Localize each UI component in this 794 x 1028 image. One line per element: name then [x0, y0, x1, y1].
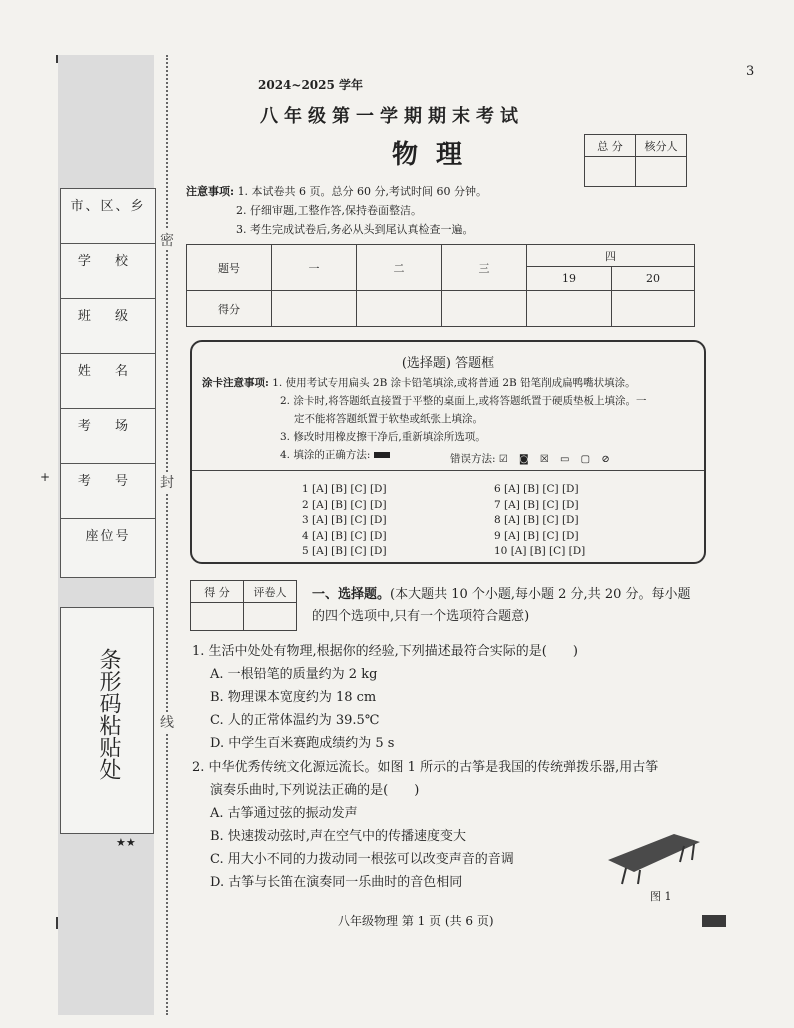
- header-section-1: 一: [272, 245, 357, 291]
- section-1-title: 一、选择题。: [312, 587, 391, 602]
- field-school[interactable]: 学 校: [61, 244, 155, 299]
- wrong-method-icons: ☑ ◙ ☒ ▭ ▢ ⊘: [498, 454, 614, 465]
- seal-line: [166, 55, 168, 1015]
- question-2-option-a[interactable]: A. 古筝通过弦的振动发声: [210, 806, 358, 821]
- score-cell[interactable]: [612, 291, 695, 327]
- question-1-option-a[interactable]: A. 一根铅笔的质量约为 2 kg: [210, 667, 378, 682]
- field-exam-number[interactable]: 考 号: [61, 464, 155, 519]
- options-col-right: [494, 482, 585, 560]
- card-note-2: 2. 涂卡时,将答题纸直接置于平整的桌面上,或将答题纸置于硬质垫板上填涂。一: [280, 395, 647, 407]
- grade-score-label: 得 分: [191, 581, 244, 603]
- school-year: 2024~2025 学年: [258, 78, 364, 92]
- page-number: 3: [746, 64, 755, 79]
- notice-block: [186, 182, 487, 239]
- section-1-desc: (本大题共 10 个小题,每小题 2 分,共 20 分。每小题的四个选项中,只有一个选项符合题意): [312, 587, 691, 624]
- guzheng-leg: [692, 844, 694, 860]
- wrong-methods-label: 错误方法:: [450, 453, 496, 465]
- header-q19: 19: [527, 267, 612, 291]
- bubble-row-10[interactable]: 10 [A] [B] [C] [D]: [494, 545, 586, 557]
- card-note-3: 3. 修改时用橡皮擦干净后,重新填涂所选项。: [280, 431, 486, 443]
- card-note-4: 4. 填涂的正确方法:: [280, 449, 371, 461]
- guzheng-figure: [604, 828, 704, 888]
- score-cell[interactable]: [272, 291, 357, 327]
- card-note-1: 1. 使用考试专用扁头 2B 涂卡铅笔填涂,或将普通 2B 铅笔削成扁鸭嘴状填涂。: [272, 377, 636, 389]
- bubble-row-1[interactable]: 1 [A] [B] [C] [D]: [302, 483, 387, 495]
- barcode-label: 条形码粘贴处: [96, 648, 121, 780]
- seal-char-xian: 线: [160, 712, 174, 732]
- header-section-4: 四: [527, 245, 695, 267]
- card-notes-label: 涂卡注意事项:: [202, 377, 269, 389]
- grade-score-cell[interactable]: [191, 603, 244, 631]
- figure-1-label: 图 1: [650, 890, 672, 903]
- question-2: [192, 756, 658, 894]
- bubble-row-6[interactable]: 6 [A] [B] [C] [D]: [494, 483, 579, 495]
- barcode-area: [60, 607, 154, 834]
- notice-item-3: 3. 考生完成试卷后,务必从头到尾认真检查一遍。: [236, 223, 474, 236]
- score-cell[interactable]: [357, 291, 442, 327]
- field-seat[interactable]: 座位号: [85, 529, 131, 544]
- header-section-3: 三: [442, 245, 527, 291]
- header-section-2: 二: [357, 245, 442, 291]
- guzheng-body: [608, 834, 700, 872]
- registration-mark-bottom-right: [702, 915, 726, 927]
- student-info-box: [60, 188, 156, 578]
- header-question: 题号: [187, 245, 272, 291]
- notice-item-2: 2. 仔细审题,工整作答,保持卷面整洁。: [236, 204, 422, 217]
- notice-label: 注意事项:: [186, 185, 235, 198]
- guzheng-leg: [638, 870, 640, 884]
- bubble-row-5[interactable]: 5 [A] [B] [C] [D]: [302, 545, 387, 557]
- checker-cell[interactable]: [636, 157, 687, 187]
- question-1: [192, 640, 578, 755]
- field-exam-room[interactable]: 考 场: [61, 409, 155, 464]
- section-1-heading: [312, 584, 702, 628]
- question-2-stem-cont: 演奏乐曲时,下列说法正确的是( ): [210, 783, 420, 798]
- score-cell[interactable]: [442, 291, 527, 327]
- question-2-option-c[interactable]: C. 用大小不同的力拨动同一根弦可以改变声音的音调: [210, 852, 514, 867]
- options-col-left: [302, 482, 387, 560]
- wrong-methods: [450, 451, 614, 466]
- answer-box-title: (选择题) 答题框: [401, 356, 495, 371]
- score-cell[interactable]: [527, 291, 612, 327]
- answer-card-box: [190, 340, 706, 564]
- bubble-row-9[interactable]: 9 [A] [B] [C] [D]: [494, 529, 579, 542]
- total-label: 总 分: [585, 135, 636, 157]
- question-1-option-b[interactable]: B. 物理课本宽度约为 18 cm: [210, 690, 377, 705]
- question-1-option-c[interactable]: C. 人的正常体温约为 39.5℃: [210, 713, 380, 728]
- grade-box: [190, 580, 297, 631]
- bubble-row-3[interactable]: 3 [A] [B] [C] [D]: [302, 514, 387, 526]
- checker-label: 核分人: [636, 135, 687, 157]
- bubble-row-2[interactable]: 2 [A] [B] [C] [D]: [302, 498, 387, 511]
- grade-reviewer-cell[interactable]: [244, 603, 297, 631]
- bubble-row-8[interactable]: 8 [A] [B] [C] [D]: [494, 514, 579, 526]
- guzheng-leg: [622, 868, 626, 884]
- header-q20: 20: [612, 267, 695, 291]
- section-score-table: [186, 244, 695, 327]
- grade-reviewer-label: 评卷人: [244, 581, 297, 603]
- question-2-option-d[interactable]: D. 古筝与长笛在演奏同一乐曲时的音色相同: [210, 875, 463, 890]
- seal-char-feng: 封: [160, 472, 174, 492]
- exam-title: 八年级第一学期期末考试: [260, 106, 524, 127]
- notice-item-1: 1. 本试卷共 6 页。总分 60 分,考试时间 60 分钟。: [237, 185, 488, 198]
- question-2-stem: 2. 中华优秀传统文化源远流长。如图 1 所示的古筝是我国的传统弹拨乐器,用古筝: [192, 760, 659, 775]
- total-score-cell[interactable]: [585, 157, 636, 187]
- field-region[interactable]: 市、区、乡: [61, 189, 155, 244]
- page-footer: 八年级物理 第 1 页 (共 6 页): [338, 914, 494, 928]
- correct-fill-example: [374, 452, 390, 458]
- bubble-row-4[interactable]: 4 [A] [B] [C] [D]: [302, 529, 387, 542]
- side-tick: +: [40, 470, 51, 484]
- stars: ★★: [116, 836, 136, 849]
- field-class[interactable]: 班 级: [61, 299, 155, 354]
- question-1-stem: 1. 生活中处处有物理,根据你的经验,下列描述最符合实际的是( ): [192, 644, 578, 659]
- answer-box-divider: [192, 470, 704, 471]
- bubble-row-7[interactable]: 7 [A] [B] [C] [D]: [494, 498, 579, 511]
- seal-char-mi: 密: [160, 230, 174, 250]
- question-2-option-b[interactable]: B. 快速拨动弦时,声在空气中的传播速度变大: [210, 829, 466, 844]
- question-1-option-d[interactable]: D. 中学生百米赛跑成绩约为 5 s: [210, 736, 395, 751]
- field-name[interactable]: 姓 名: [61, 354, 155, 409]
- subject-title: 物理: [392, 140, 481, 170]
- card-note-2b: 定不能将答题纸置于软垫或纸张上填涂。: [294, 413, 483, 425]
- total-score-table: [584, 134, 687, 187]
- score-row-label: 得分: [187, 291, 272, 327]
